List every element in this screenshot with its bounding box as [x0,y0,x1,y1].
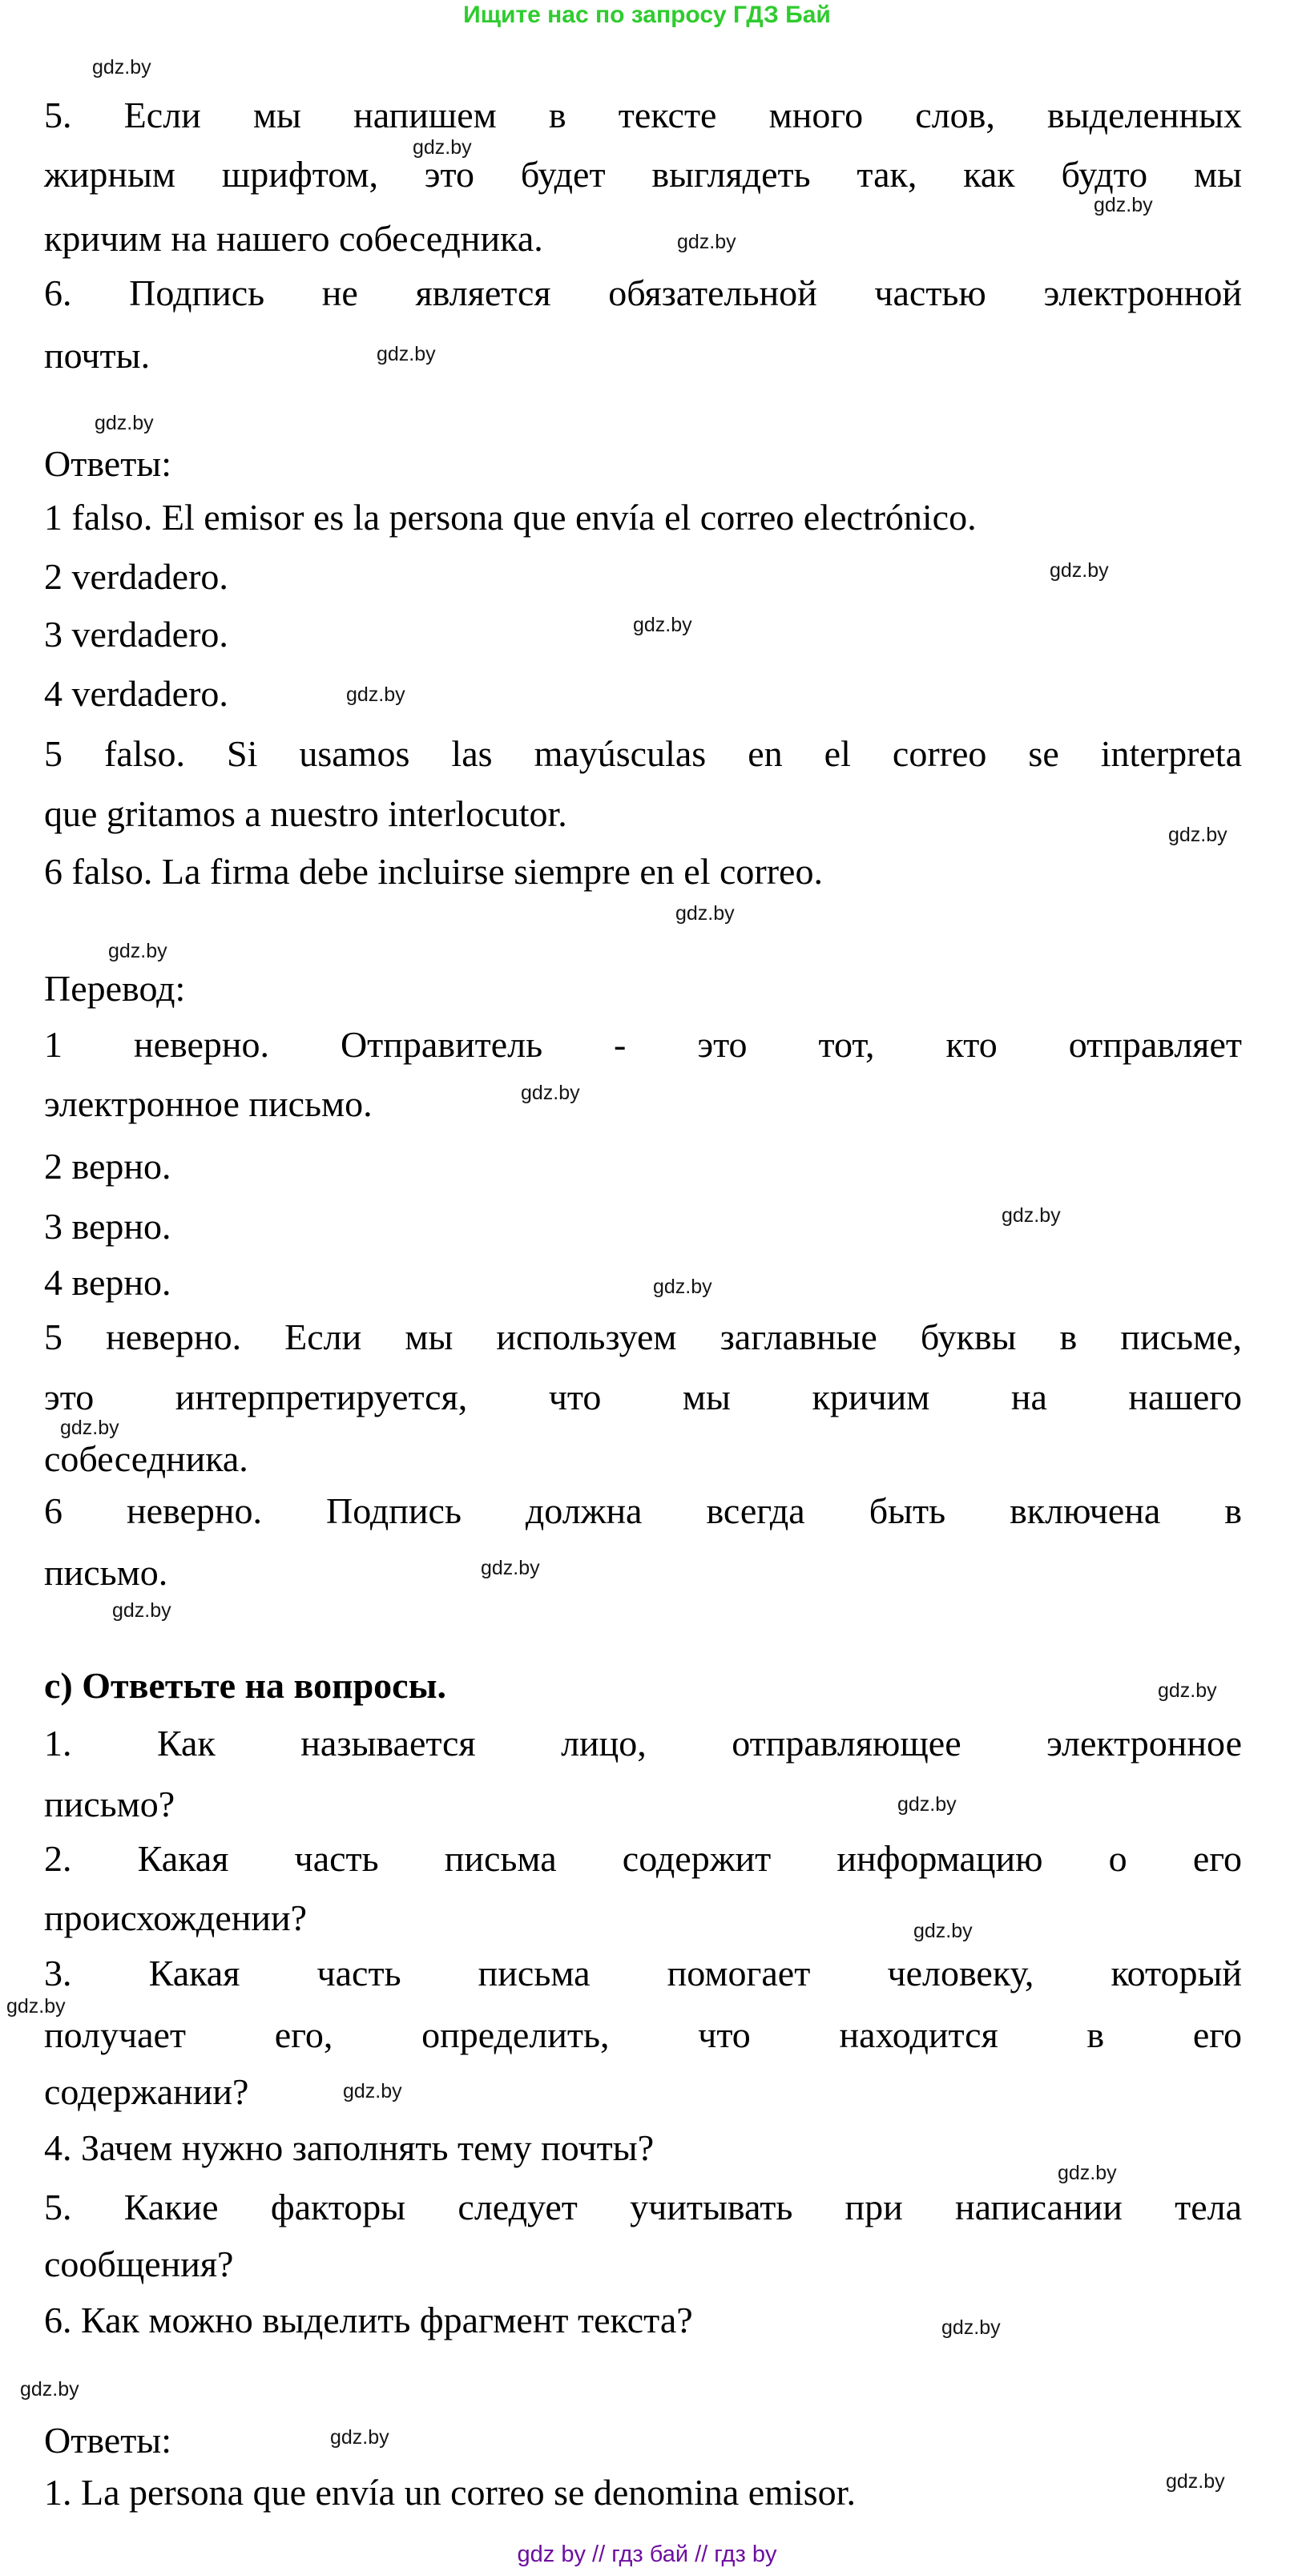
gdz-watermark: gdz.by [60,1417,119,1439]
gdz-watermark: gdz.by [377,343,436,365]
gdz-watermark: gdz.by [112,1599,171,1622]
gdz-watermark: gdz.by [897,1793,957,1816]
text-line: 5 неверно. Если мы используем заглавные буквы в письме, [44,1316,1242,1357]
gdz-watermark: gdz.by [941,2316,1001,2339]
gdz-watermark: gdz.by [343,2080,402,2102]
text-line: Ответы: [44,443,171,484]
gdz-watermark: gdz.by [1002,1204,1061,1227]
gdz-watermark: gdz.by [521,1082,580,1104]
gdz-watermark: gdz.by [1094,194,1153,216]
gdz-watermark: gdz.by [677,231,736,253]
gdz-watermark: gdz.by [675,902,735,925]
text-line: 2 верно. [44,1146,171,1187]
text-line: 1. La persona que envía un correo se denomina emisor. [44,2472,856,2513]
text-line: 4 verdadero. [44,673,228,714]
gdz-watermark: gdz.by [6,1995,66,2018]
gdz-watermark: gdz.by [346,683,405,706]
text-line: Перевод: [44,968,186,1009]
gdz-watermark: gdz.by [92,56,151,79]
text-line: 1 falso. El emisor es la persona que envía el correo electrónico. [44,497,977,538]
gdz-watermark: gdz.by [913,1920,973,1942]
gdz-watermark: gdz.by [1166,2470,1225,2493]
text-line: содержании? [44,2071,249,2112]
gdz-watermark: gdz.by [1058,2162,1117,2184]
text-line: письмо? [44,1784,175,1824]
text-line: происхождении? [44,1897,308,1938]
text-line: электронное письмо. [44,1083,373,1124]
gdz-watermark: gdz.by [633,614,692,636]
text-line: c) Ответьте на вопросы. [44,1665,447,1706]
text-line: que gritamos a nuestro interlocutor. [44,793,567,834]
gdz-watermark: gdz.by [1050,559,1109,582]
gdz-watermark: gdz.by [653,1276,712,1298]
text-line: 6 falso. La firma debe incluirse siempre en el correo. [44,851,823,892]
text-line: жирным шрифтом, это будет выглядеть так, как будто мы [44,154,1242,195]
text-line: это интерпретируется, что мы кричим на нашего [44,1377,1242,1417]
text-line: 6. Как можно выделить фрагмент текста? [44,2300,693,2340]
text-line: 4. Зачем нужно заполнять тему почты? [44,2127,655,2168]
text-line: 2. Какая часть письма содержит информацию о его [44,1838,1242,1879]
promo-header: Ищите нас по запросу ГДЗ Бай [463,2,831,28]
text-line: получает его, определить, что находится в его [44,2014,1242,2055]
gdz-watermark: gdz.by [1158,1679,1217,1702]
text-line: сообщения? [44,2243,234,2284]
text-line: 5. Какие факторы следует учитывать при написании тела [44,2187,1242,2227]
text-line: кричим на нашего собеседника. [44,218,543,259]
gdz-watermark: gdz.by [108,940,167,962]
text-line: 3 верно. [44,1206,171,1247]
text-line: 6. Подпись не является обязательной частью электронной [44,272,1242,313]
text-line: 5. Если мы напишем в тексте много слов, выделенных [44,95,1242,135]
text-line: 2 verdadero. [44,556,228,597]
text-line: 4 верно. [44,1262,171,1303]
gdz-watermark: gdz.by [481,1557,540,1579]
text-line: 6 неверно. Подпись должна всегда быть включена в [44,1490,1242,1531]
text-line: собеседника. [44,1438,248,1479]
gdz-watermark: gdz.by [413,136,472,159]
text-line: 3. Какая часть письма помогает человеку, который [44,1953,1242,1993]
gdz-watermark: gdz.by [330,2426,389,2449]
text-line: 1 неверно. Отправитель - это тот, кто отправляет [44,1024,1242,1065]
text-line: письмо. [44,1552,168,1593]
text-line: 1. Как называется лицо, отправляющее электронное [44,1723,1242,1764]
gdz-watermark: gdz.by [95,412,154,434]
footer-links: gdz by // гдз бай // гдз by [517,2542,777,2567]
text-line: 5 falso. Si usamos las mayúsculas en el correo se interpreta [44,733,1242,774]
text-line: 3 verdadero. [44,614,228,655]
gdz-watermark: gdz.by [20,2378,79,2401]
text-line: Ответы: [44,2420,171,2461]
text-line: почты. [44,335,151,376]
gdz-watermark: gdz.by [1168,824,1227,846]
